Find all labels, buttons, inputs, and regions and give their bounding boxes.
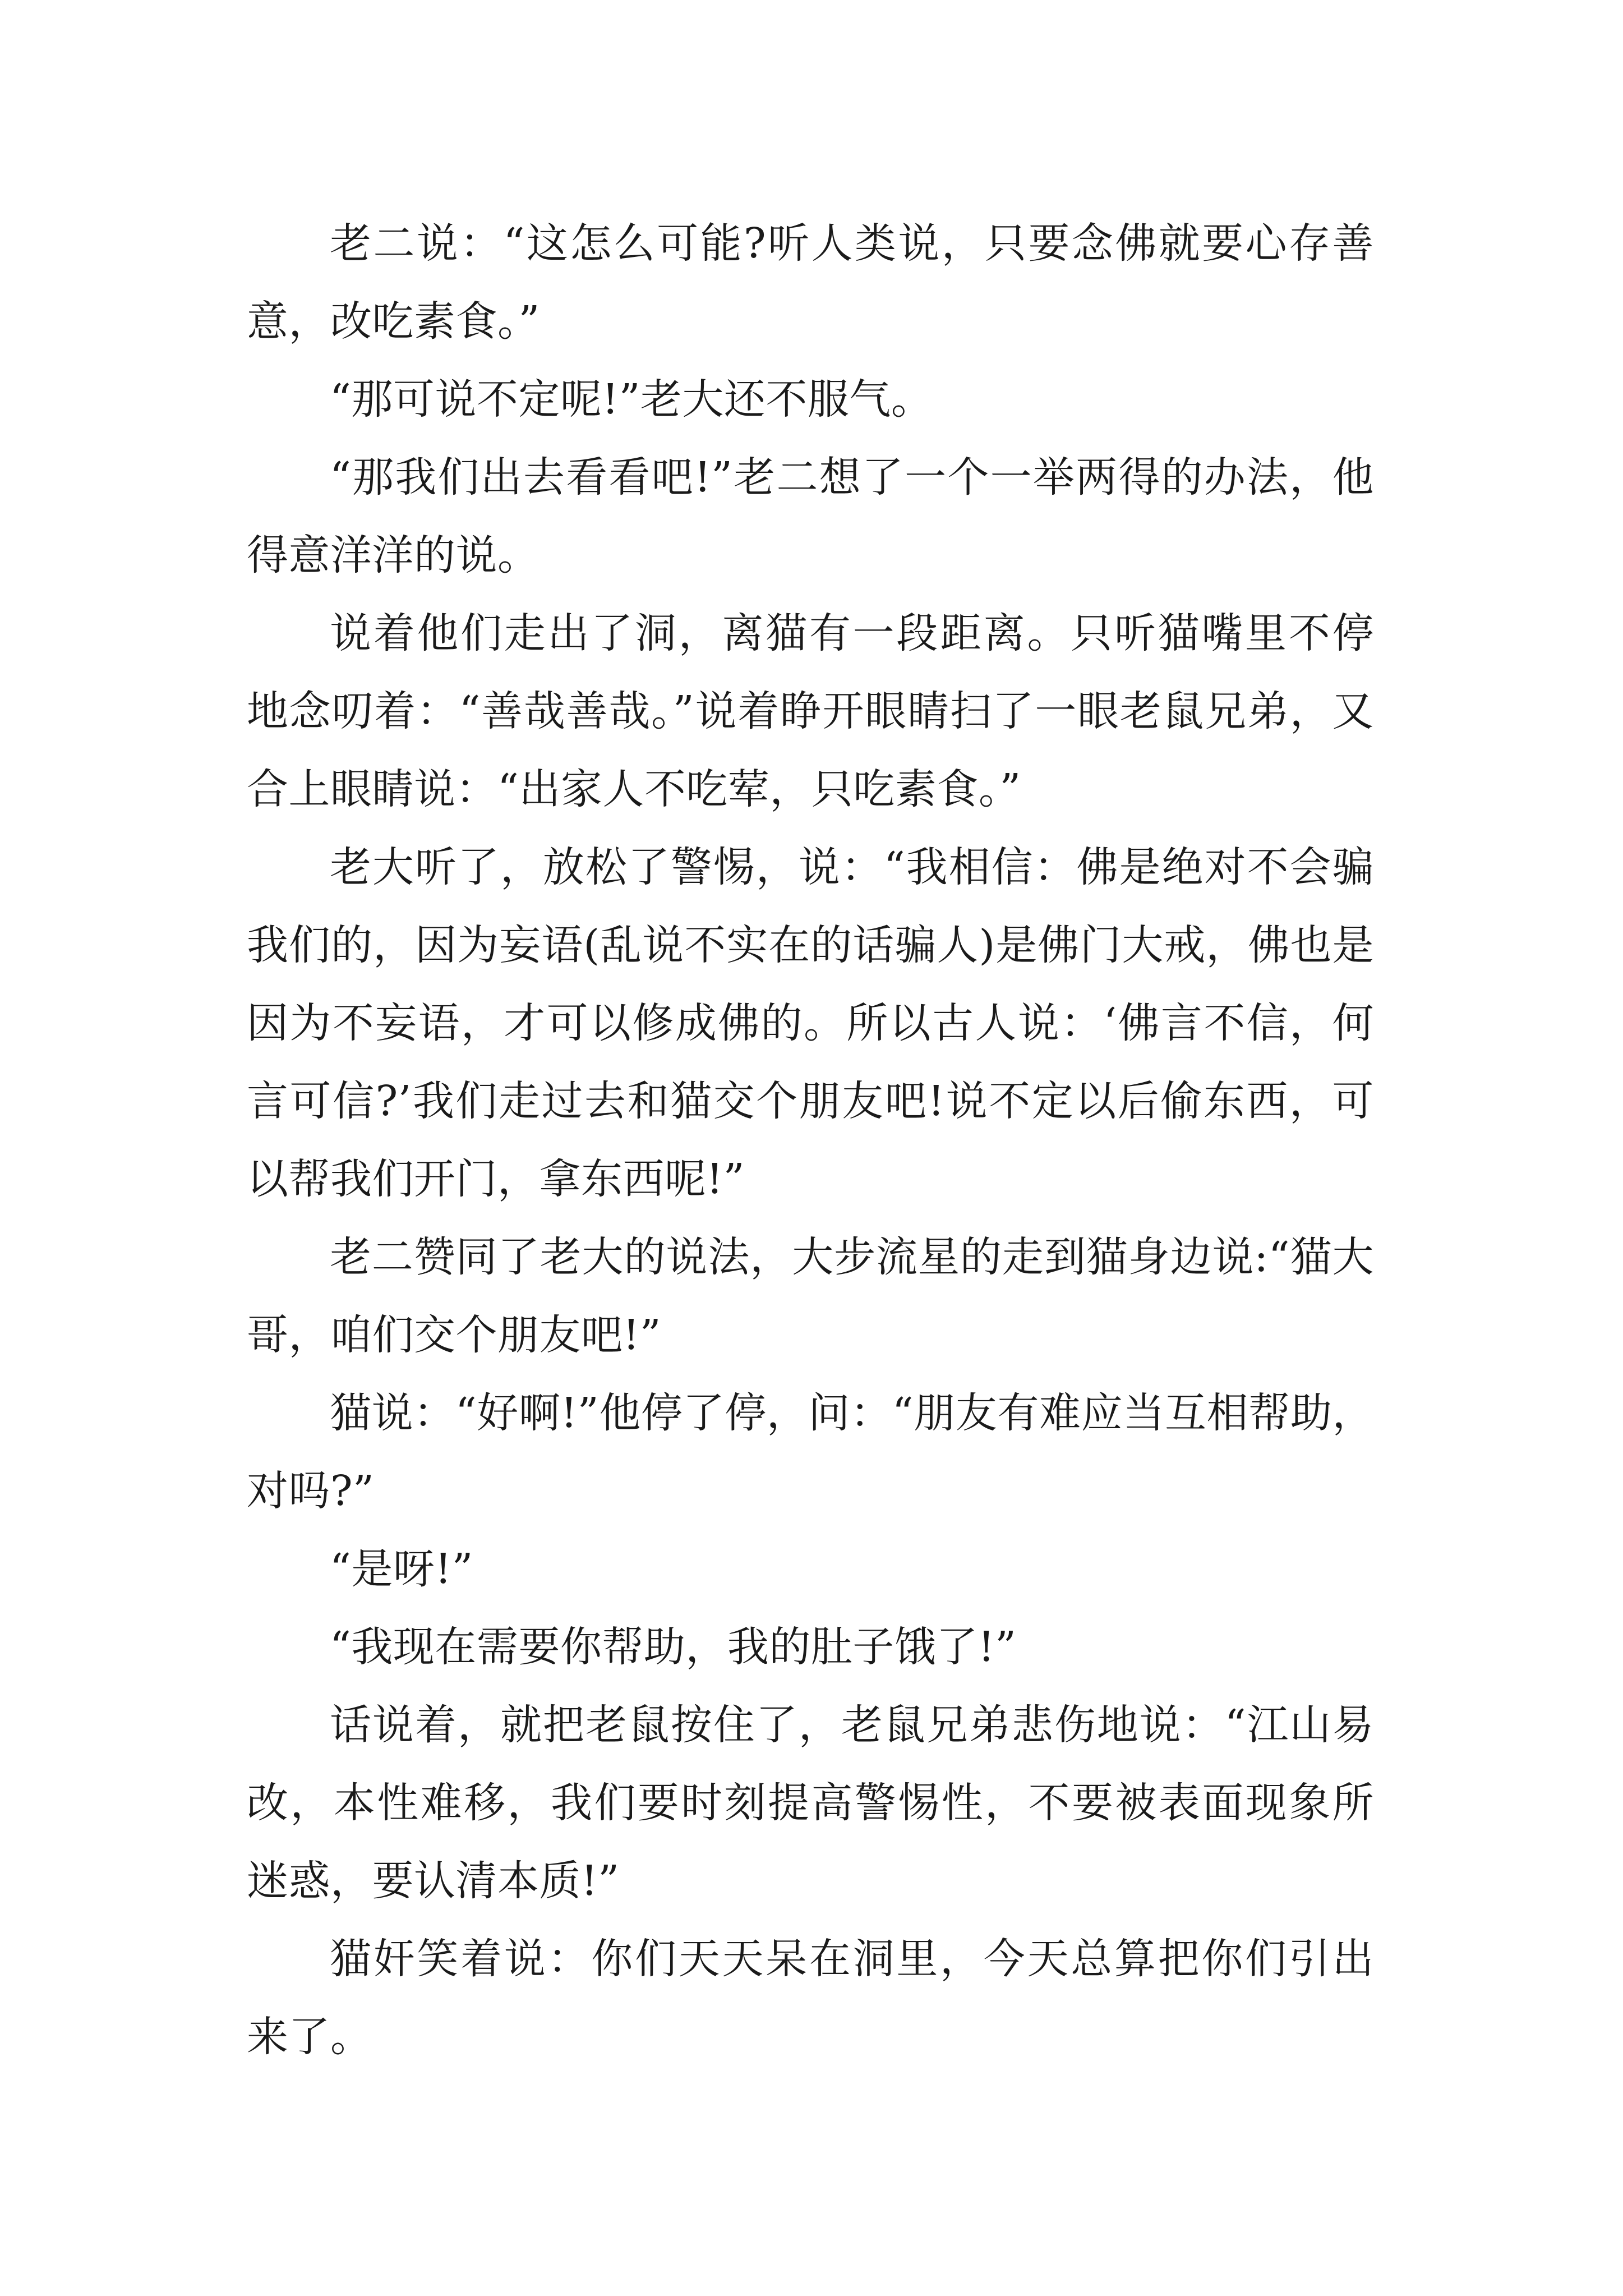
paragraph: “那我们出去看看吧!”老二想了一个一举两得的办法，他得意洋洋的说。 (247, 453, 1374, 579)
paragraph: 猫奸笑着说：你们天天呆在洞里，今天总算把你们引出来了。 (247, 1935, 1374, 2061)
paragraph: 说着他们走出了洞，离猫有一段距离。只听猫嘴里不停地念叨着：“善哉善哉。”说着睁开眼睛扫了一眼老鼠兄弟，又合上眼睛说：“出家人不吃荤，只吃素食。” (247, 609, 1374, 813)
paragraph: 话说着，就把老鼠按住了，老鼠兄弟悲伤地说：“江山易改，本性难移，我们要时刻提高警惕性，不要被表面现象所迷惑，要认清本质!” (247, 1701, 1374, 1905)
paragraph: 猫说：“好啊!”他停了停，问：“朋友有难应当互相帮助，对吗?” (247, 1389, 1374, 1515)
story-body (247, 205, 1374, 2076)
paragraph: “我现在需要你帮助，我的肚子饿了!” (330, 1623, 1017, 1671)
paragraph: “那可说不定呢!”老大还不服气。 (330, 375, 933, 424)
paragraph: 老大听了，放松了警惕，说：“我相信：佛是绝对不会骗我们的，因为妄语(乱说不实在的话骗人)是佛门大戒，佛也是因为不妄语，才可以修成佛的。所以古人说：‘佛言不信，何言可信?’我们走过去和猫交个朋友吧!说不定以后偷东西，可以帮我们开门，拿东西呢!” (247, 843, 1374, 1203)
paragraph: 老二赞同了老大的说法，大步流星的走到猫身边说:“猫大哥，咱们交个朋友吧!” (247, 1233, 1374, 1359)
paragraph: 老二说：“这怎么可能?听人类说，只要念佛就要心存善意，改吃素食。” (247, 219, 1374, 346)
paragraph: “是呀!” (330, 1545, 473, 1593)
